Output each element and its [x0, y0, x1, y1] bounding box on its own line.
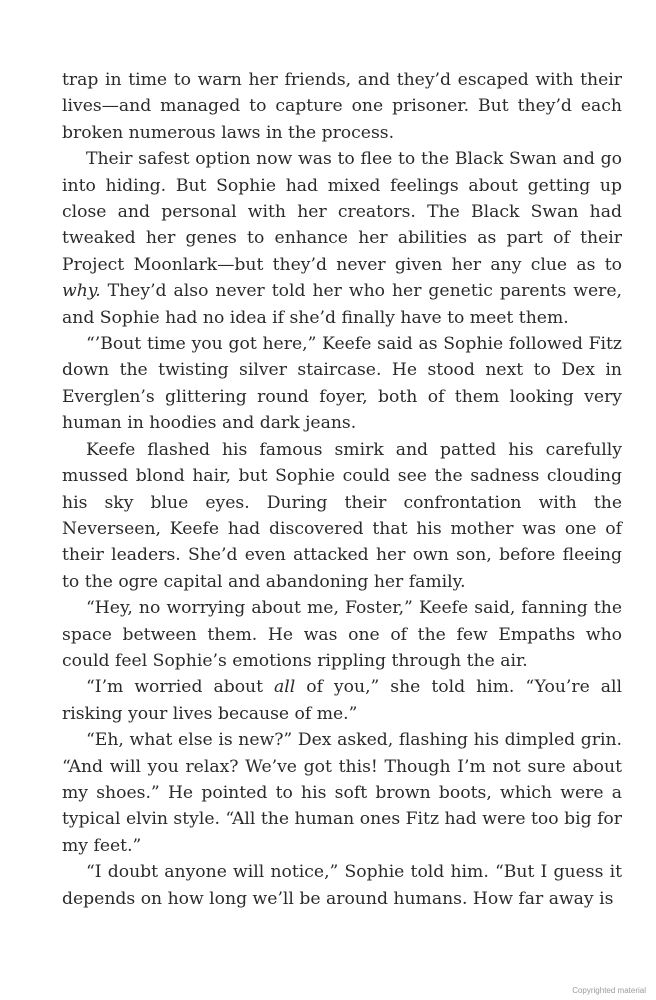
paragraph [62, 595, 622, 674]
paragraph [62, 727, 622, 859]
italic-text: why. [62, 281, 101, 302]
paragraph [62, 674, 622, 727]
text-run: “I doubt anyone will notice,” Sophie told him. “But I guess it depends on how long we’ll be around humans. How far away is [62, 862, 622, 909]
book-page [62, 67, 622, 912]
text-run: of you,” she told him. “You’re all risking your lives because of me.” [62, 677, 622, 724]
text-run: “Hey, no worrying about me, Foster,” Keefe said, fanning the space between them. He was one of the few Empaths who could feel Sophie’s emotions rippling through the air. [62, 598, 622, 671]
text-run: “’Bout time you got here,” Keefe said as Sophie followed Fitz down the twisting silver staircase. He stood next to Dex in Everglen’s glittering round foyer, both of them looking very human in hoodies and dark jeans. [62, 334, 622, 434]
italic-text: all [274, 677, 296, 698]
paragraph [62, 331, 622, 437]
paragraph [62, 437, 622, 595]
paragraph [62, 146, 622, 331]
text-run: Their safest option now was to flee to the Black Swan and go into hiding. But Sophie had mixed feelings about getting up close and personal with her creators. The Black Swan had tweaked her genes to enhance her abilities as part of their Project Moonlark—but they’d never given her any clue as to [62, 149, 622, 275]
paragraph [62, 67, 622, 146]
text-run: Keefe flashed his famous smirk and patted his carefully mussed blond hair, but Sophie could see the sadness clouding his sky blue eyes. During their confrontation with the Neverseen, Keefe had discovered that his mother was one of their leaders. She’d even attacked her own son, before fleeing to the ogre capital and abandoning her family. [62, 439, 622, 592]
text-run: They’d also never told her who her genetic parents were, and Sophie had no idea if she’d finally have to meet them. [62, 281, 622, 328]
text-run: “I’m worried about [86, 677, 275, 698]
text-run: trap in time to warn her friends, and they’d escaped with their lives—and managed to capture one prisoner. But they’d each broken numerous laws in the process. [62, 70, 622, 143]
text-run: “Eh, what else is new?” Dex asked, flashing his dimpled grin. “And will you relax? We’ve got this! Though I’m not sure about my shoes.” He pointed to his soft brown boots, which were a typical elvin style. “All the human ones Fitz had were too big for my feet.” [62, 730, 622, 856]
copyright-watermark: Copyrighted material [572, 986, 646, 995]
paragraph [62, 859, 622, 912]
